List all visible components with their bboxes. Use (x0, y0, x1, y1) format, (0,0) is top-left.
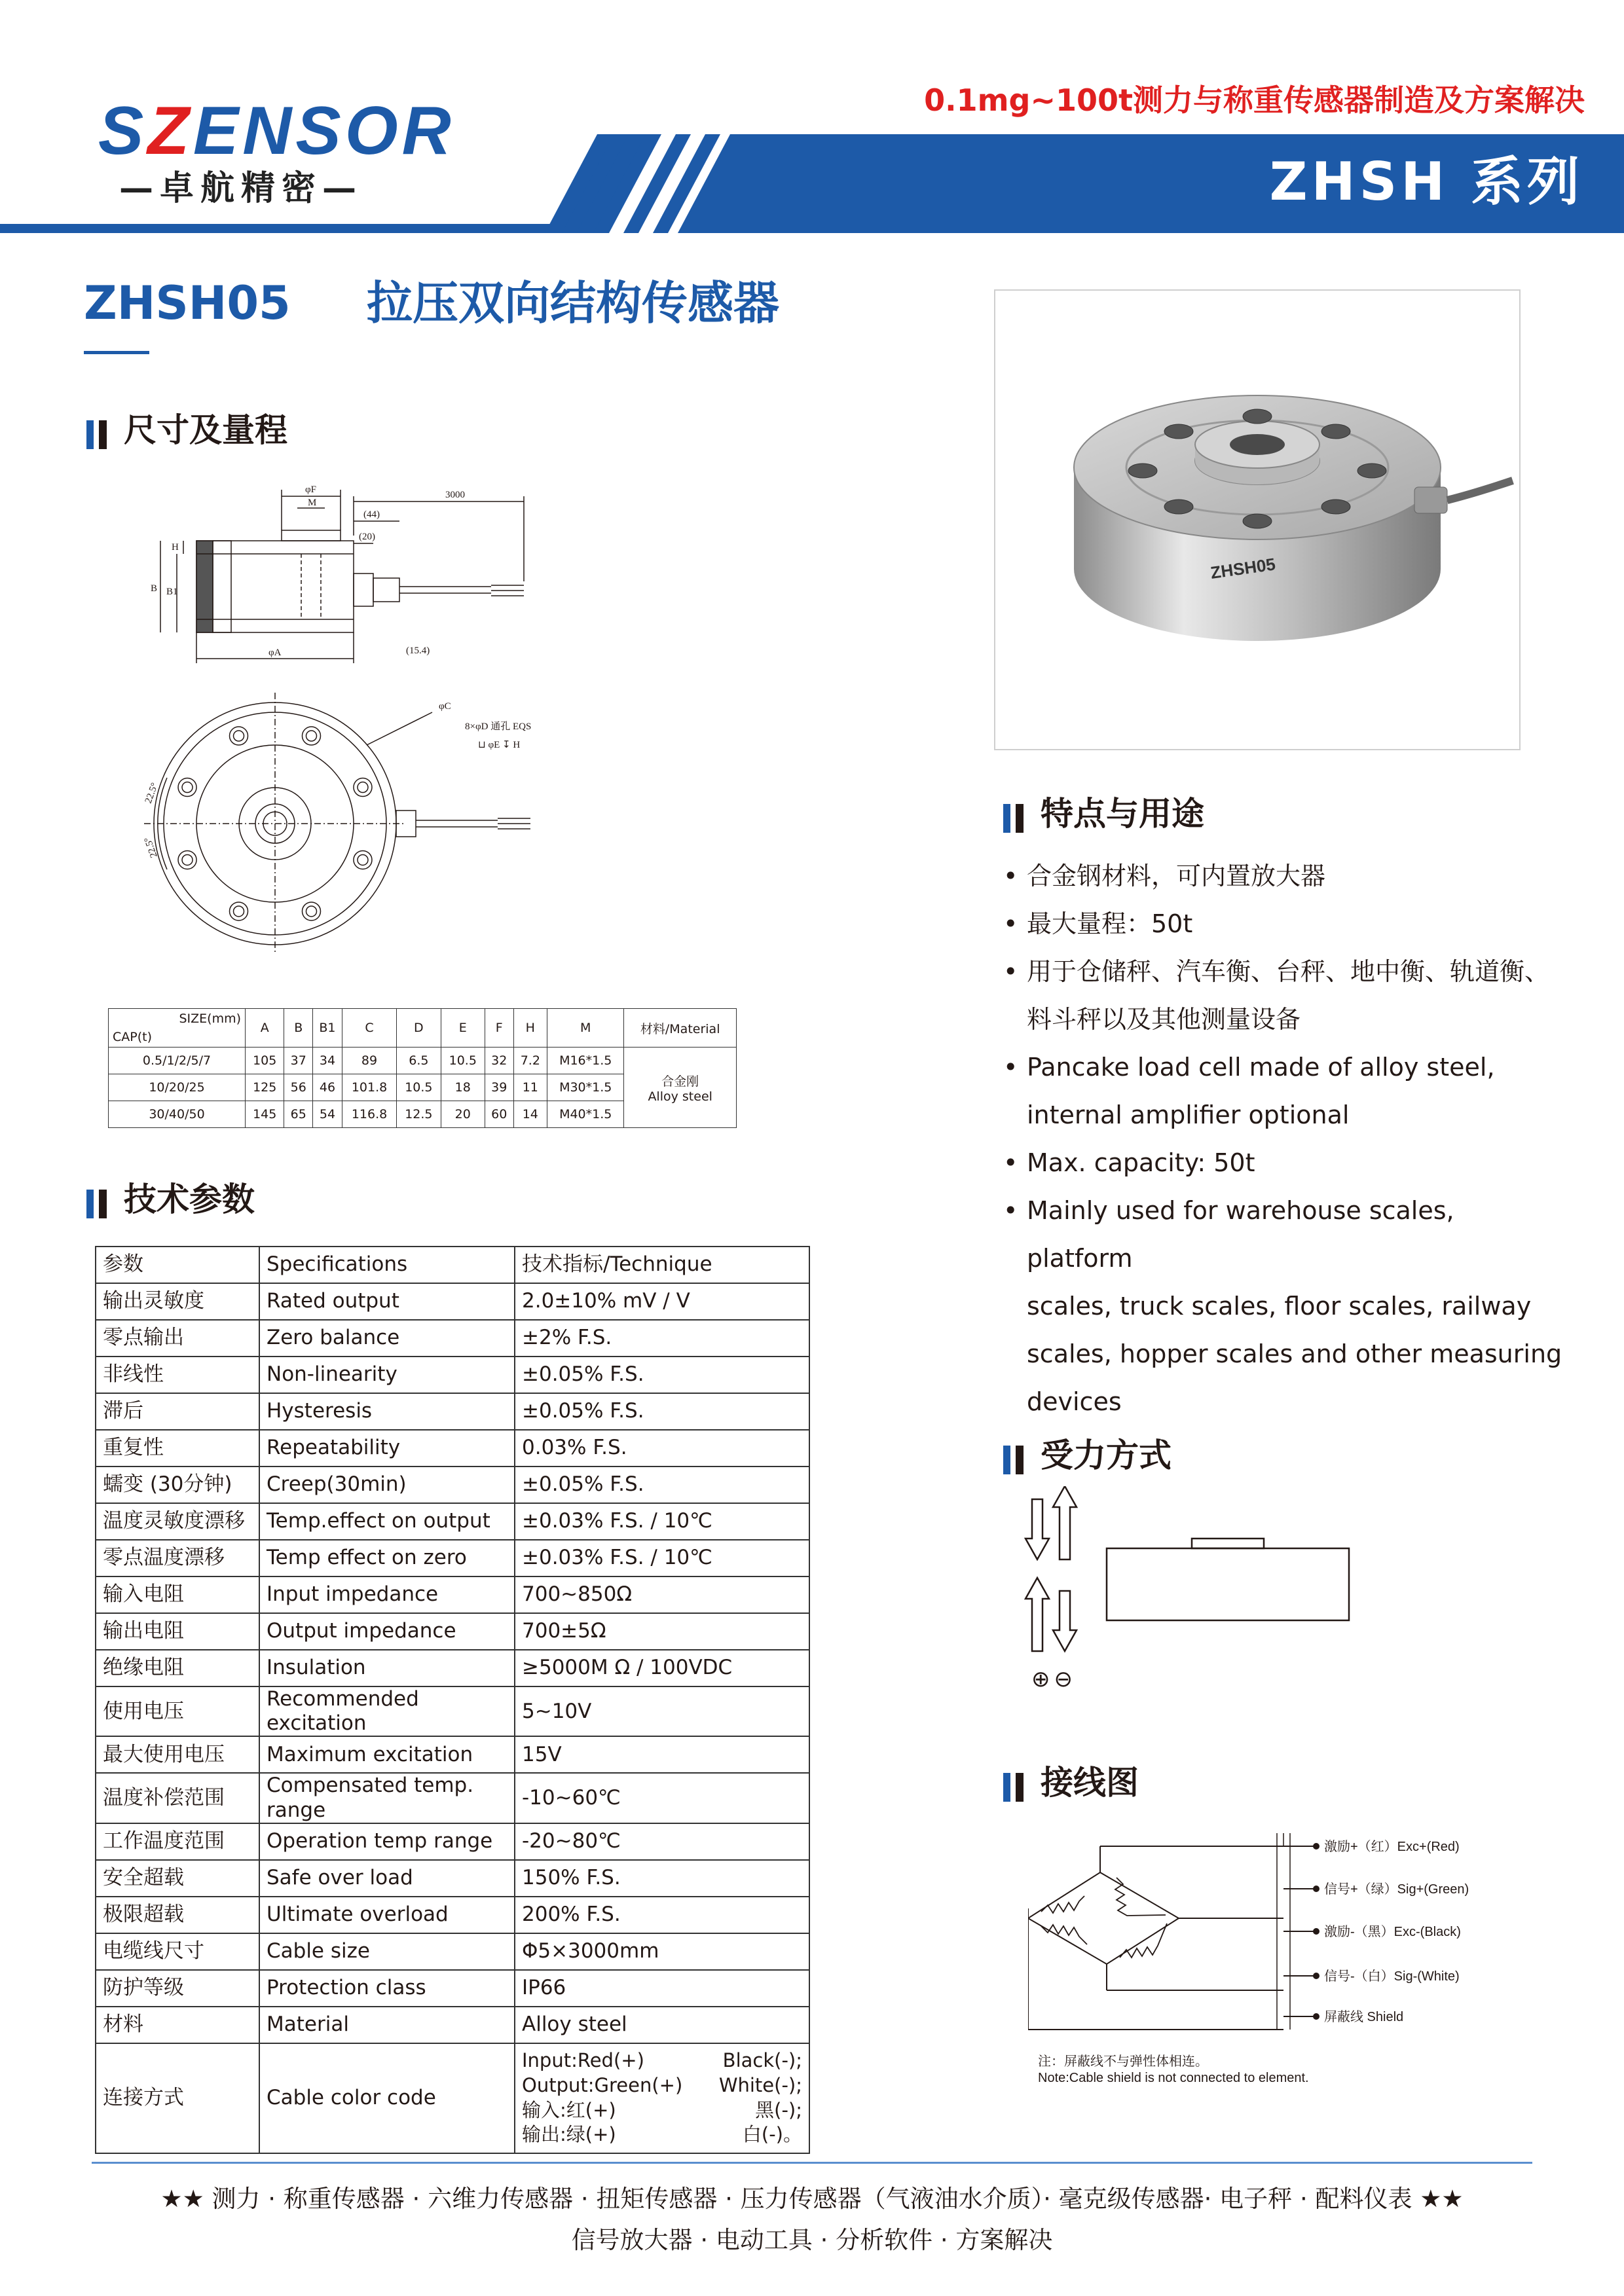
size-cell: 11 (513, 1074, 547, 1101)
feature-item: • Mainly used for warehouse scales, platform (1003, 1187, 1566, 1283)
conn-right: Black(-); (722, 2049, 802, 2072)
spec-cell: ±0.05% F.S. (515, 1357, 809, 1393)
spec-cell: Compensated temp. range (259, 1773, 515, 1823)
bolt-hole (182, 782, 193, 793)
table-row (96, 1970, 809, 2007)
conn-right: White(-); (718, 2074, 802, 2097)
spec-cell: 电缆线尺寸 (96, 1933, 259, 1970)
wire-label-exc-plus: 激励+（红）Exc+(Red) (1324, 1840, 1460, 1854)
table-row (96, 1283, 809, 1320)
dim-phiF: φF (305, 484, 316, 495)
spec-cell: Repeatability (259, 1430, 515, 1467)
spec-cell: 输出电阻 (96, 1613, 259, 1650)
hole-note-2: ⊔ φE ↧ H (478, 740, 521, 750)
size-cell: M30*1.5 (547, 1074, 624, 1101)
spec-cell: 15V (515, 1736, 809, 1773)
bolt-hole (306, 906, 316, 917)
size-cell: 125 (246, 1074, 284, 1101)
size-cell: M16*1.5 (547, 1048, 624, 1074)
footer-services-line: 信号放大器 · 电动工具 · 分析软件 · 方案解决 (571, 2226, 1053, 2254)
bolt-hole (234, 906, 244, 917)
material-cell (624, 1048, 737, 1128)
table-row (96, 1650, 809, 1686)
spec-cell: 材料 (96, 2007, 259, 2043)
table-row (96, 1357, 809, 1393)
section-marker-icon (1003, 1441, 1029, 1474)
spec-cell: -10~60℃ (515, 1773, 809, 1823)
dim-phiC: φC (439, 701, 451, 712)
table-row (96, 1860, 809, 1897)
spec-cell: Operation temp range (259, 1823, 515, 1860)
spec-cell: Hysteresis (259, 1393, 515, 1430)
features-list (1003, 852, 1566, 1426)
corner-size: SIZE(mm) (179, 1011, 241, 1026)
dim-phiA: φA (268, 647, 282, 658)
section-marker-icon (86, 1185, 112, 1218)
wiring-note-en: Note:Cable shield is not connected to element. (1038, 2071, 1309, 2085)
size-col-header: A (246, 1009, 284, 1048)
material-en: Alloy steel (648, 1089, 712, 1104)
table-row (96, 1933, 809, 1970)
size-cell: 7.2 (513, 1048, 547, 1074)
table-row (96, 1540, 809, 1576)
product-photo (994, 289, 1521, 750)
spec-cell: Creep(30min) (259, 1467, 515, 1503)
size-col-header: F (485, 1009, 513, 1048)
table-row (96, 1897, 809, 1933)
size-cell: M40*1.5 (547, 1101, 624, 1128)
table-row (96, 2043, 809, 2153)
hole-note-1: 8×φD 通孔 EQS (465, 721, 532, 732)
table-row (96, 1736, 809, 1773)
feature-item: • 最大量程：50t (1003, 900, 1566, 948)
conn-left: 输出:绿(+) (522, 2123, 616, 2146)
section-features-heading: 特点与用途 (1003, 797, 1204, 833)
spec-cell: 700±5Ω (515, 1613, 809, 1650)
arrow-down-icon (1025, 1499, 1049, 1559)
bolt-hole (302, 902, 320, 920)
wire-label-shield: 屏蔽线 Shield (1324, 2010, 1404, 2024)
size-cell: 30/40/50 (109, 1101, 246, 1128)
spec-cell: ±0.05% F.S. (515, 1393, 809, 1430)
spec-cell: 防护等级 (96, 1970, 259, 2007)
bolt-hole (178, 850, 196, 869)
spec-cell: 0.03% F.S. (515, 1430, 809, 1467)
table-row (96, 2007, 809, 2043)
bolt-hole (358, 854, 368, 865)
spec-cell: Cable color code (259, 2043, 515, 2153)
table-row (96, 1503, 809, 1540)
table-row (96, 1467, 809, 1503)
spec-cell: Insulation (259, 1650, 515, 1686)
size-col-header: B (284, 1009, 313, 1048)
spec-cell: Zero balance (259, 1320, 515, 1357)
size-col-header: D (397, 1009, 441, 1048)
conn-right: 黑(-); (755, 2098, 802, 2121)
spec-cell: Non-linearity (259, 1357, 515, 1393)
spec-cell: 重复性 (96, 1430, 259, 1467)
table-row (96, 1773, 809, 1823)
spec-cell: 滞后 (96, 1393, 259, 1430)
size-cell: 12.5 (397, 1101, 441, 1128)
table-row (96, 1686, 809, 1736)
spec-cell: Material (259, 2007, 515, 2043)
size-cell: 37 (284, 1048, 313, 1074)
brand-subtitle: —卓航精密— (119, 169, 363, 208)
spec-cell: 零点输出 (96, 1320, 259, 1357)
bolt-hole (234, 731, 244, 741)
corner-cap: CAP(t) (113, 1030, 152, 1044)
connection-codes (515, 2043, 809, 2153)
spec-cell: 最大使用电压 (96, 1736, 259, 1773)
spec-cell: Output impedance (259, 1613, 515, 1650)
spec-cell: 200% F.S. (515, 1897, 809, 1933)
spec-cell: 工作温度范围 (96, 1823, 259, 1860)
spec-cell: 零点温度漂移 (96, 1540, 259, 1576)
arrow-up-icon (1025, 1578, 1049, 1651)
spec-cell: Rated output (259, 1283, 515, 1320)
spec-cell: 700~850Ω (515, 1576, 809, 1613)
table-row (96, 1430, 809, 1467)
bolt-hole (358, 782, 368, 793)
spec-cell: 输入电阻 (96, 1576, 259, 1613)
size-col-header: M (547, 1009, 624, 1048)
bolt-hole (306, 731, 316, 741)
size-cell: 46 (313, 1074, 342, 1101)
dim-len15: (15.4) (406, 646, 430, 656)
table-row (96, 1613, 809, 1650)
spec-cell: Alloy steel (515, 2007, 809, 2043)
table-row (96, 1393, 809, 1430)
spec-cell: 技术指标/Technique (515, 1247, 809, 1283)
feature-item-continuation: internal amplifier optional (1027, 1101, 1350, 1129)
spec-cell: 温度灵敏度漂移 (96, 1503, 259, 1540)
size-cell: 0.5/1/2/5/7 (109, 1048, 246, 1074)
spec-cell: 2.0±10% mV / V (515, 1283, 809, 1320)
table-row (96, 1576, 809, 1613)
section-marker-icon (1003, 799, 1029, 833)
product-title: 拉压双向结构传感器 (367, 276, 779, 330)
spec-cell: 安全超载 (96, 1860, 259, 1897)
size-cell: 10/20/25 (109, 1074, 246, 1101)
spec-cell: ≥5000M Ω / 100VDC (515, 1650, 809, 1686)
spec-cell: 150% F.S. (515, 1860, 809, 1897)
size-col-header: H (513, 1009, 547, 1048)
spec-cell: -20~80℃ (515, 1823, 809, 1860)
spec-cell: Input impedance (259, 1576, 515, 1613)
spec-cell: 非线性 (96, 1357, 259, 1393)
spec-cell: 极限超载 (96, 1897, 259, 1933)
size-table (108, 1008, 737, 1128)
wire-label-sig-minus: 信号-（白）Sig-(White) (1324, 1969, 1460, 1984)
footer-products-line: ★★ 测力 · 称重传感器 · 六维力传感器 · 扭矩传感器 · 压力传感器（气液油水介质）· 毫克级传感器· 电子秤 · 配料仪表 ★★ (160, 2185, 1464, 2213)
bolt-hole (302, 727, 320, 745)
section-force-heading: 受力方式 (1003, 1439, 1172, 1474)
feature-item-continuation: scales, hopper scales and other measuring (1027, 1339, 1562, 1368)
section-wiring-heading: 接线图 (1003, 1766, 1139, 1802)
table-row (96, 1320, 809, 1357)
wiring-diagram (1028, 1833, 1552, 2095)
bolt-hole (230, 727, 248, 745)
spec-cell: 绝缘电阻 (96, 1650, 259, 1686)
series-title: ZHSH 系列 (1269, 151, 1583, 212)
arrow-down-icon (1053, 1591, 1077, 1651)
bolt-hole (354, 850, 372, 869)
feature-item-continuation: scales, truck scales, floor scales, railway (1027, 1292, 1532, 1321)
plus-icon: ⊕ (1031, 1666, 1050, 1692)
bolt-hole (354, 778, 372, 797)
spec-cell: Safe over load (259, 1860, 515, 1897)
size-cell: 14 (513, 1101, 547, 1128)
header-tagline: 0.1mg~100t测力与称重传感器制造及方案解决 (924, 82, 1585, 118)
spec-cell: Specifications (259, 1247, 515, 1283)
spec-cell: IP66 (515, 1970, 809, 2007)
size-table-corner (109, 1009, 246, 1048)
size-cell: 32 (485, 1048, 513, 1074)
conn-left: Input:Red(+) (522, 2049, 644, 2072)
spec-cell: Protection class (259, 1970, 515, 2007)
bolt-hole (182, 854, 193, 865)
spec-cell: ±0.05% F.S. (515, 1467, 809, 1503)
footer-divider (92, 2162, 1532, 2164)
spec-cell: 连接方式 (96, 2043, 259, 2153)
photo-label: ZHSH05 (1209, 554, 1277, 583)
size-cell: 145 (246, 1101, 284, 1128)
arrow-up-icon (1053, 1486, 1077, 1559)
table-row (96, 1823, 809, 1860)
size-cell: 89 (342, 1048, 396, 1074)
dim-H: H (172, 542, 179, 553)
size-cell: 10.5 (397, 1074, 441, 1101)
wiring-note-cn: 注：屏蔽线不与弹性体相连。 (1038, 2054, 1208, 2069)
bolt-hole (178, 778, 196, 797)
spec-cell: ±0.03% F.S. / 10℃ (515, 1540, 809, 1576)
size-cell: 18 (441, 1074, 485, 1101)
size-cell: 116.8 (342, 1101, 396, 1128)
product-model: ZHSH05 (84, 276, 291, 330)
section-marker-icon (86, 416, 112, 449)
polarity-labels (1031, 1668, 1073, 1690)
size-cell: 101.8 (342, 1074, 396, 1101)
spec-cell: 参数 (96, 1247, 259, 1283)
table-row (96, 1247, 809, 1283)
spec-table (95, 1246, 810, 2154)
size-cell: 6.5 (397, 1048, 441, 1074)
feature-item: • Pancake load cell made of alloy steel, (1003, 1044, 1566, 1091)
feature-item: • Max. capacity: 50t (1003, 1139, 1566, 1187)
feature-item-continuation: devices (1027, 1387, 1122, 1416)
wire-label-exc-minus: 激励-（黑）Exc-(Black) (1324, 1925, 1461, 1939)
title-underline (84, 351, 149, 354)
size-cell: 10.5 (441, 1048, 485, 1074)
dim-3000: 3000 (445, 490, 465, 500)
feature-item: • 用于仓储秤、汽车衡、台秤、地中衡、轨道衡、 (1003, 948, 1566, 996)
material-cn: 合金刚 (661, 1074, 699, 1089)
wire-label-sig-plus: 信号+（绿）Sig+(Green) (1324, 1882, 1469, 1897)
conn-left: 输入:红(+) (522, 2098, 616, 2121)
size-cell: 60 (485, 1101, 513, 1128)
spec-cell: ±0.03% F.S. / 10℃ (515, 1503, 809, 1540)
angle-label-1: 22.5° (143, 781, 160, 805)
size-col-header: B1 (313, 1009, 342, 1048)
section-dimensions-heading: 尺寸及量程 (86, 414, 287, 449)
bolt-hole (230, 902, 248, 920)
technical-drawing (105, 470, 694, 987)
dim-B: B (151, 583, 158, 594)
spec-cell: 温度补偿范围 (96, 1773, 259, 1823)
spec-cell: 5~10V (515, 1686, 809, 1736)
size-col-header: 材料/Material (624, 1009, 737, 1048)
spec-cell: 蠕变 (30分钟) (96, 1467, 259, 1503)
spec-cell: 使用电压 (96, 1686, 259, 1736)
minus-icon: ⊖ (1054, 1666, 1073, 1692)
section-specs-heading: 技术参数 (86, 1183, 255, 1218)
size-col-header: E (441, 1009, 485, 1048)
dim-B1: B1 (166, 587, 178, 597)
dim-44: (44) (363, 509, 380, 520)
conn-left: Output:Green(+) (522, 2074, 683, 2097)
spec-cell: Ultimate overload (259, 1897, 515, 1933)
dim-M: M (308, 498, 317, 508)
section-marker-icon (1003, 1768, 1029, 1802)
spec-cell: Maximum excitation (259, 1736, 515, 1773)
feature-item-continuation: 料斗秤以及其他测量设备 (1027, 1005, 1301, 1034)
spec-cell: Temp.effect on output (259, 1503, 515, 1540)
load-cell-illustration (995, 291, 1519, 749)
conn-right: 白(-)。 (742, 2123, 802, 2146)
feature-item: • 合金钢材料，可内置放大器 (1003, 852, 1566, 900)
size-col-header: C (342, 1009, 396, 1048)
spec-cell: ±2% F.S. (515, 1320, 809, 1357)
spec-cell: Temp effect on zero (259, 1540, 515, 1576)
spec-cell: Cable size (259, 1933, 515, 1970)
size-cell: 65 (284, 1101, 313, 1128)
dim-20: (20) (359, 532, 375, 542)
size-cell: 54 (313, 1101, 342, 1128)
brand-logo: SZENSOR (98, 93, 455, 169)
force-diagram (1022, 1486, 1362, 1702)
table-row (109, 1048, 737, 1074)
spec-cell: 输出灵敏度 (96, 1283, 259, 1320)
size-cell: 56 (284, 1074, 313, 1101)
size-cell: 34 (313, 1048, 342, 1074)
spec-cell: Φ5×3000mm (515, 1933, 809, 1970)
size-cell: 39 (485, 1074, 513, 1101)
angle-label-2: 22.5° (142, 835, 160, 860)
spec-cell: Recommended excitation (259, 1686, 515, 1736)
size-cell: 105 (246, 1048, 284, 1074)
size-cell: 20 (441, 1101, 485, 1128)
